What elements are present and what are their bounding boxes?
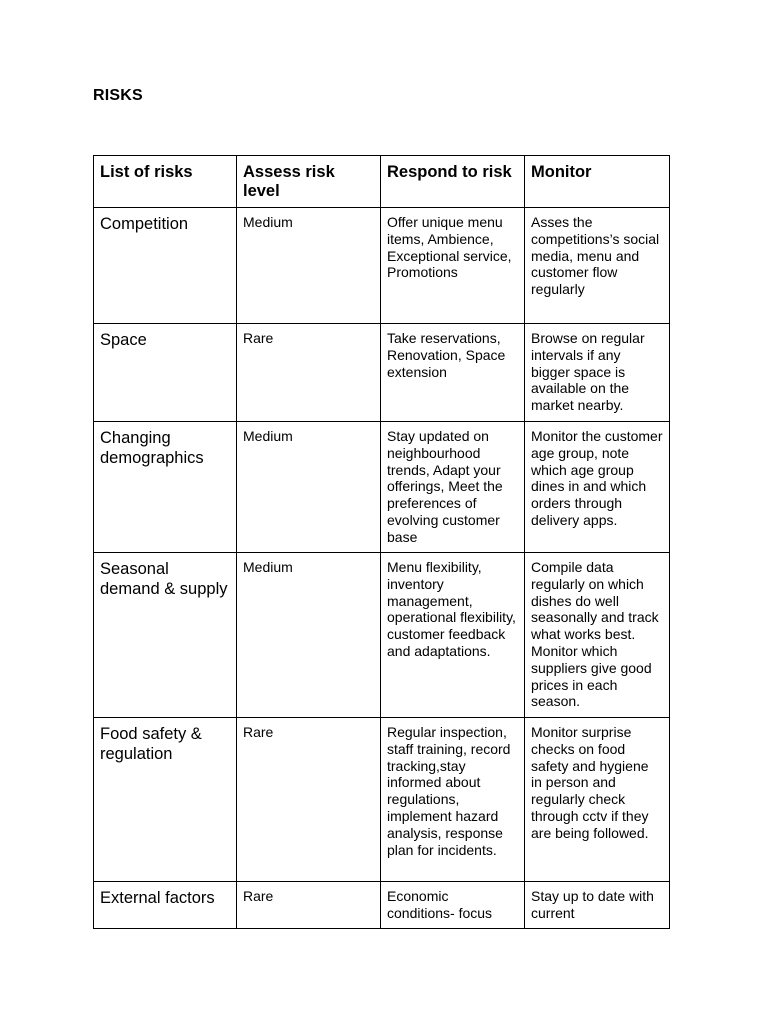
- risk-monitor-cell: Asses the competitions’s social media, menu and customer flow regularly: [525, 208, 670, 324]
- risk-response-cell: Menu flexibility, inventory management, operational flexibility, customer feedback and adaptations.: [381, 553, 525, 718]
- header-respond-to-risk: Respond to risk: [381, 156, 525, 208]
- table-row: [94, 422, 670, 553]
- risk-level-cell: Medium: [237, 208, 381, 324]
- risk-level-cell: Medium: [237, 422, 381, 553]
- risk-level-cell: Rare: [237, 718, 381, 882]
- risk-level-cell: Rare: [237, 882, 381, 929]
- table-row: [94, 718, 670, 882]
- header-assess-risk-level: Assess risk level: [237, 156, 381, 208]
- risk-table: [93, 155, 670, 929]
- risk-name-cell: Food safety & regulation: [94, 718, 237, 882]
- risk-monitor-cell: Stay up to date with current: [525, 882, 670, 929]
- table-row: [94, 324, 670, 422]
- table-row: [94, 208, 670, 324]
- risk-response-cell: Take reservations, Renovation, Space extension: [381, 324, 525, 422]
- risk-monitor-cell: Compile data regularly on which dishes do well seasonally and track what works best. Monitor which suppliers give good prices in each season.: [525, 553, 670, 718]
- page-title: RISKS: [93, 87, 143, 104]
- risk-level-cell: Rare: [237, 324, 381, 422]
- risk-response-cell: Offer unique menu items, Ambience, Exceptional service, Promotions: [381, 208, 525, 324]
- risk-name-cell: Changing demographics: [94, 422, 237, 553]
- risk-response-cell: Stay updated on neighbourhood trends, Adapt your offerings, Meet the preferences of evolving customer base: [381, 422, 525, 553]
- table-header-row: [94, 156, 670, 208]
- risk-name-cell: Seasonal demand & supply: [94, 553, 237, 718]
- risk-response-cell: Economic conditions- focus: [381, 882, 525, 929]
- risk-name-cell: External factors: [94, 882, 237, 929]
- risk-name-cell: Space: [94, 324, 237, 422]
- risk-monitor-cell: Monitor surprise checks on food safety and hygiene in person and regularly check through cctv if they are being followed.: [525, 718, 670, 882]
- header-list-of-risks: List of risks: [94, 156, 237, 208]
- table-row: [94, 882, 670, 929]
- risk-monitor-cell: Monitor the customer age group, note which age group dines in and which orders through delivery apps.: [525, 422, 670, 553]
- risk-response-cell: Regular inspection, staff training, record tracking,stay informed about regulations, implement hazard analysis, response plan for incidents.: [381, 718, 525, 882]
- risk-monitor-cell: Browse on regular intervals if any bigger space is available on the market nearby.: [525, 324, 670, 422]
- table-row: [94, 553, 670, 718]
- header-monitor: Monitor: [525, 156, 670, 208]
- risk-level-cell: Medium: [237, 553, 381, 718]
- risk-name-cell: Competition: [94, 208, 237, 324]
